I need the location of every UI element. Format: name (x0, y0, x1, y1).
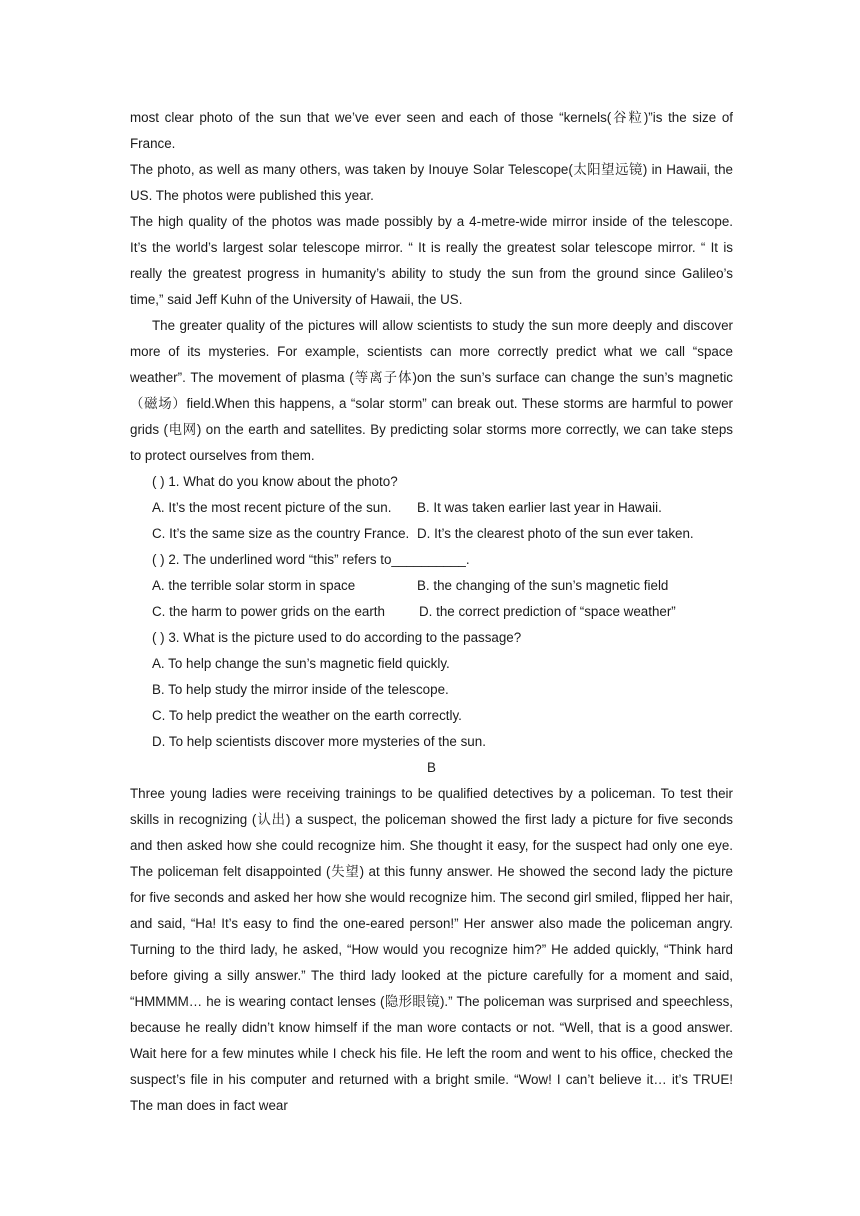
question-1-option-c: C. It’s the same size as the country France. (152, 526, 410, 541)
question-2-options-row-1 (130, 573, 733, 599)
passage-a-paragraph-4: The greater quality of the pictures will allow scientists to study the sun more deeply and discover more of its mysteries. For example, scientists can more correctly predict what we call “space weather”. The movement of plasma (等离子体)on the sun’s surface can change the sun’s magnetic （磁场）field.When this happens, a “solar storm” can break out. These storms are harmful to power grids (电网) on the earth and satellites. By predicting solar storms more correctly, we can take steps to protect ourselves from them. (130, 318, 733, 463)
question-1-option-a: A. It’s the most recent picture of the sun. (152, 500, 392, 515)
question-3-option-c: C. To help predict the weather on the earth correctly. (152, 708, 462, 723)
passage-a-paragraph-1: most clear photo of the sun that we’ve ever seen and each of those “kernels(谷粒)”is the size of France. (130, 110, 733, 151)
question-2-option-d: D. the correct prediction of “space weather” (419, 604, 676, 619)
question-1-options-row-1 (130, 495, 733, 521)
question-3-option-d: D. To help scientists discover more mysteries of the sun. (152, 734, 486, 749)
passage-a-paragraph-2: The photo, as well as many others, was taken by Inouye Solar Telescope(太阳望远镜) in Hawaii, the US. The photos were published this year. (130, 162, 733, 203)
section-b-text: Three young ladies were receiving trainings to be qualified detectives by a policeman. To test their skills in recognizing (认出) a suspect, the policeman showed the first lady a picture for five seconds and then asked how she could recognize him. She thought it easy, for the suspect had only one eye. The policeman felt disappointed (失望) at this funny answer. He showed the second lady the picture for five seconds and asked her how she would recognize him. The second girl smiled, flipped her hair, and said, “Ha! It’s easy to find the one-eared person!” Her answer also made the policeman angry. Turning to the third lady, he asked, “How would you recognize him?” He added quickly, “Think hard before giving a silly answer.” The third lady looked at the picture carefully for a moment and said, “HMMMM… he is wearing contact lenses (隐形眼镜).” The policeman was surprised and speechless, because he really didn’t know himself if the man wore contacts or not. “Well, that is a good answer. Wait here for a few minutes while I check his file. He left the room and went to his office, checked the suspect’s file in his computer and returned with a bright smile. “Wow! I can’t believe it… it’s TRUE! The man does in fact wear (130, 786, 733, 1113)
document-page (130, 105, 733, 1119)
question-1-options-row-2 (130, 521, 733, 547)
question-2-option-c: C. the harm to power grids on the earth (152, 604, 385, 619)
question-1-option-d: D. It’s the clearest photo of the sun ever taken. (417, 526, 694, 541)
question-2-options-row-2 (130, 599, 733, 625)
question-2-option-b: B. the changing of the sun’s magnetic field (417, 578, 669, 593)
question-1-option-b: B. It was taken earlier last year in Hawaii. (417, 500, 662, 515)
question-2-stem: ( ) 2. The underlined word “this” refers to__________. (152, 552, 470, 567)
question-2-option-a: A. the terrible solar storm in space (152, 578, 356, 593)
question-3-stem: ( ) 3. What is the picture used to do according to the passage? (152, 630, 522, 645)
question-3-option-b: B. To help study the mirror inside of the telescope. (152, 682, 449, 697)
passage-a-paragraph-3: The high quality of the photos was made possibly by a 4-metre-wide mirror inside of the telescope. It’s the world’s largest solar telescope mirror. “ It is really the greatest solar telescope mirror. “ It is really the greatest progress in humanity’s ability to study the sun from the ground since Galileo’s time,” said Jeff Kuhn of the University of Hawaii, the US. (130, 214, 733, 307)
section-b-heading: B (427, 760, 436, 775)
question-3-option-a: A. To help change the sun’s magnetic field quickly. (152, 656, 450, 671)
question-1-stem: ( ) 1. What do you know about the photo? (152, 474, 398, 489)
